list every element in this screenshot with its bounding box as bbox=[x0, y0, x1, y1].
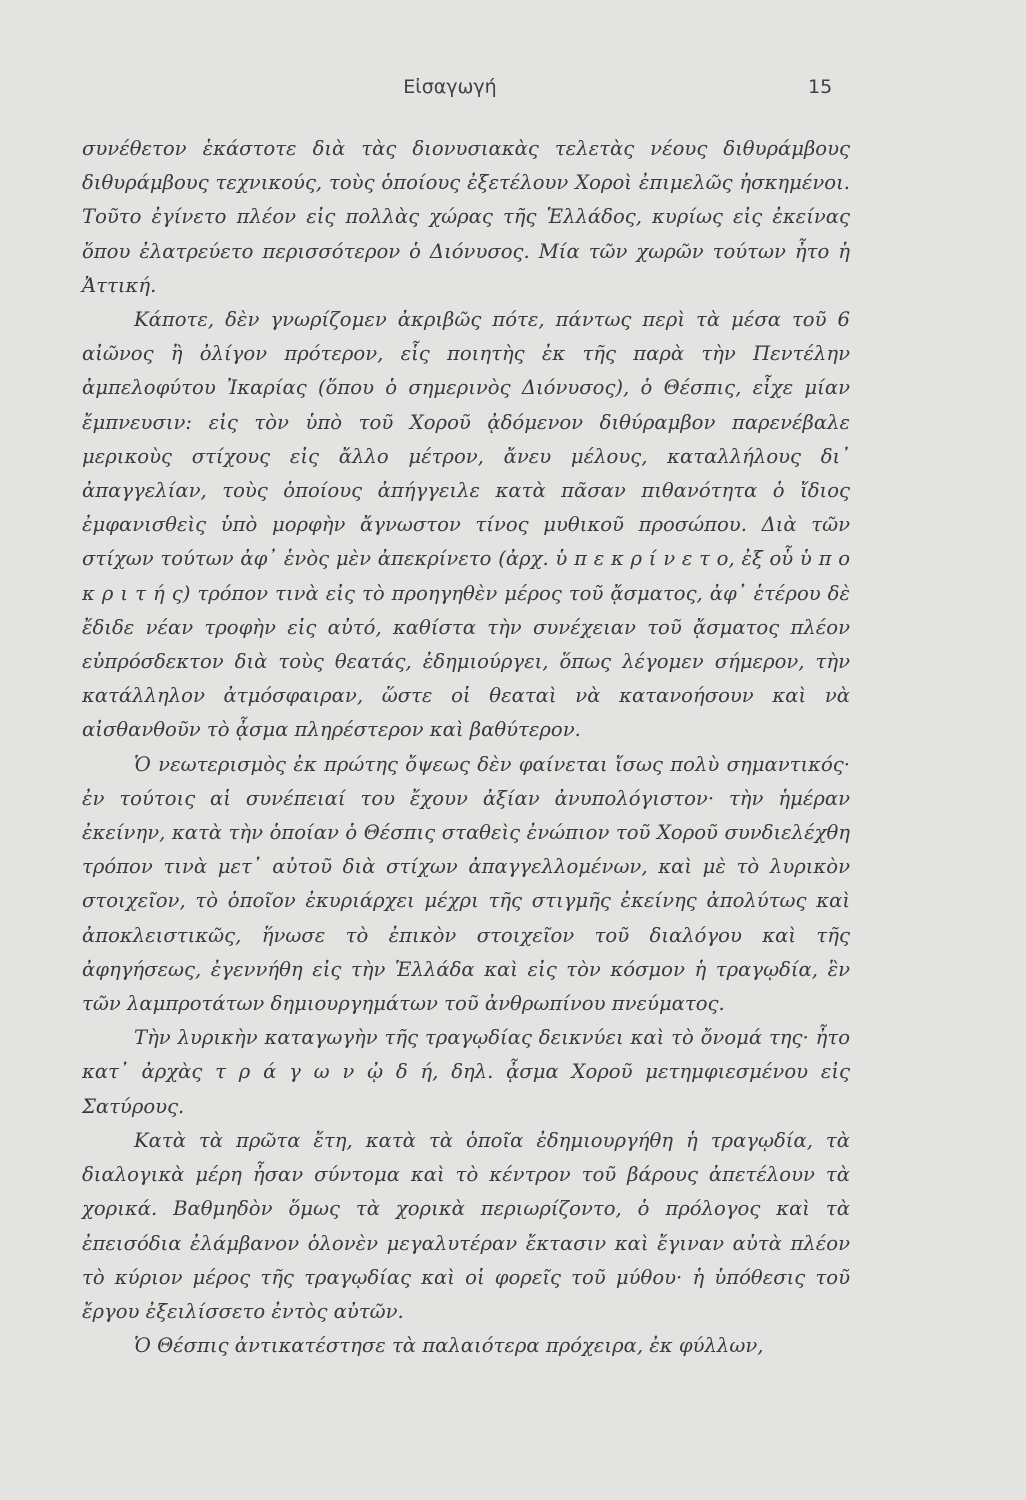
page-number: 15 bbox=[808, 76, 833, 98]
paragraph: συνέθετον ἑκάστοτε διὰ τὰς διονυσιακὰς τελετὰς νέους διθυράμβους διθυράμβους τεχνικούς, τοὺς ὁποίους ἐξετέλουν Χοροὶ ἐπιμελῶς ἠσκημένοι. Τοῦτο ἐγίνετο πλέον εἰς πολλὰς χώρας τῆς Ἑλλάδος, κυρίως εἰς ἐκείνας ὅπου ἐλατρεύετο περισσότερον ὁ Διόνυσος. Μία τῶν χωρῶν τούτων ἦτο ἡ Ἀττική. bbox=[82, 137, 850, 297]
paragraph: Ὁ νεωτερισμὸς ἐκ πρώτης ὄψεως δὲν φαίνεται ἴσως πολὺ σημαντικός· ἐν τούτοις αἱ συνέπειαί του ἔχουν ἀξίαν ἀνυπολόγιστον· τὴν ἡμέραν ἐκείνην, κατὰ τὴν ὁποίαν ὁ Θέσπις σταθεὶς ἐνώπιον τοῦ Χοροῦ συνδιελέχθη τρόπον τινὰ μετ᾽ αὐτοῦ διὰ στίχων ἀπαγγελλομένων, καὶ μὲ τὸ λυρικὸν στοιχεῖον, τὸ ὁποῖον ἐκυριάρχει μέχρι τῆς στιγμῆς ἐκείνης ἀπολύτως καὶ ἀποκλειστικῶς, ἥνωσε τὸ ἐπικὸν στοιχεῖον τοῦ διαλόγου καὶ τῆς ἀφηγήσεως, ἐγεννήθη εἰς τὴν Ἑλλάδα καὶ εἰς τὸν κόσμον ἡ τραγῳδία, ἓν τῶν λαμπροτάτων δημιουργημάτων τοῦ ἀνθρωπίνου πνεύματος. bbox=[82, 752, 850, 1016]
paragraph: Κάποτε, δὲν γνωρίζομεν ἀκριβῶς πότε, πάντως περὶ τὰ μέσα τοῦ 6 αἰῶνος ἢ ὀλίγον πρότερον, εἷς ποιητὴς ἐκ τῆς παρὰ τὴν Πεντέλην ἀμπελοφύτου Ἰκαρίας (ὅπου ὁ σημερινὸς Διόνυσος), ὁ Θέσπις, εἶχε μίαν ἔμπνευσιν: εἰς τὸν ὑπὸ τοῦ Χοροῦ ᾀδόμενον διθύραμβον παρενέβαλε μερικοὺς στίχους εἰς ἄλλο μέτρον, ἄνευ μέλους, καταλλήλους δι᾽ ἀπαγγελίαν, τοὺς ὁποίους ἀπήγγειλε κατὰ πᾶσαν πιθανότητα ὁ ἴδιος ἐμφανισθεὶς ὑπὸ μορφὴν ἄγνωστον τίνος μυθικοῦ προσώπου. Διὰ τῶν στίχων τούτων ἀφ᾽ ἑνὸς μὲν ἀπεκρίνετο (ἀρχ. ὑ π ε κ ρ ί ν ε τ ο, ἐξ οὗ ὑ π ο κ ρ ι τ ή ς) τρόπον τινὰ εἰς τὸ προηγηθὲν μέρος τοῦ ᾄσματος, ἀφ᾽ ἑτέρου δὲ ἔδιδε νέαν τροφὴν εἰς αὐτό, καθίστα τὴν συνέχειαν τοῦ ᾄσματος πλέον εὐπρόσδεκτον διὰ τοὺς θεατάς, ἐδημιούργει, ὅπως λέγομεν σήμερον, τὴν κατάλληλον ἀτμόσφαιραν, ὥστε οἱ θεαταὶ νὰ κατανοήσουν καὶ νὰ αἰσθανθοῦν τὸ ᾆσμα πληρέστερον καὶ βαθύτερον. bbox=[82, 308, 850, 742]
paragraph: Κατὰ τὰ πρῶτα ἔτη, κατὰ τὰ ὁποῖα ἐδημιουργήθη ἡ τραγῳδία, τὰ διαλογικὰ μέρη ἦσαν σύντομα καὶ τὸ κέντρον τοῦ βάρους ἀπετέλουν τὰ χορικά. Βαθμηδὸν ὅμως τὰ χορικὰ περιωρίζοντο, ὁ πρόλογος καὶ τὰ ἐπεισόδια ἐλάμβανον ὁλονὲν μεγαλυτέραν ἔκτασιν καὶ ἔγιναν αὐτὰ πλέον τὸ κύριον μέρος τῆς τραγῳδίας καὶ οἱ φορεῖς τοῦ μύθου· ἡ ὑπόθεσις τοῦ ἔργου ἐξειλίσσετο ἐντὸς αὐτῶν. bbox=[82, 1128, 850, 1323]
running-head-title: Εἰσαγωγή bbox=[403, 76, 497, 98]
running-head bbox=[0, 74, 1026, 104]
paragraph: Ὁ Θέσπις ἀντικατέστησε τὰ παλαιότερα πρόχειρα, ἐκ φύλλων, bbox=[134, 1334, 764, 1358]
paragraph: Τὴν λυρικὴν καταγωγὴν τῆς τραγῳδίας δεικνύει καὶ τὸ ὄνομά της· ἦτο κατ᾽ ἀρχὰς τ ρ ά γ ω ν ᾠ δ ή, δηλ. ᾆσμα Χοροῦ μετημφιεσμένου εἰς Σατύρους. bbox=[82, 1026, 850, 1118]
body-text bbox=[82, 132, 850, 1363]
